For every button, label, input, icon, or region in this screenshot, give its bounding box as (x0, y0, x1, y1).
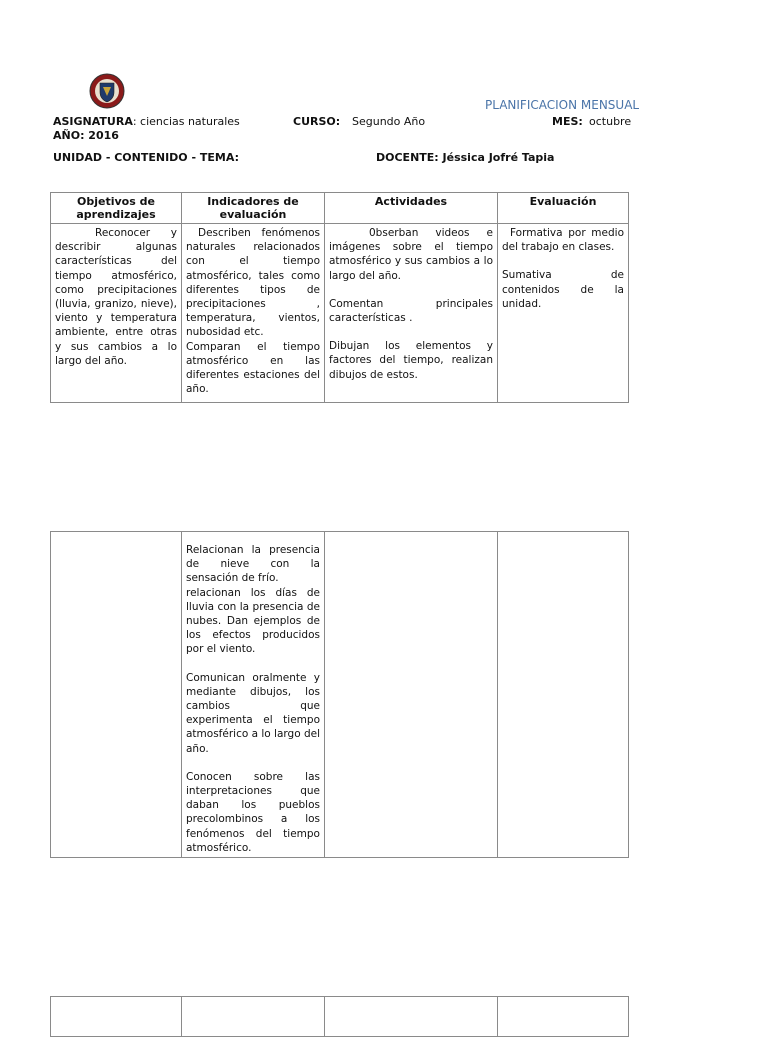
actividades-text: 0bserban videos e imágenes sobre el tiempo atmosférico y sus cambios a lo largo del año. (329, 227, 493, 282)
cell-indicadores (182, 224, 325, 403)
unidad-label: UNIDAD - CONTENIDO - TEMA: (53, 151, 239, 164)
objetivos-text: Reconocer y describir algunas características del tiempo atmosférico, como precipitaciones (lluvia, granizo, nieve), viento y temperatura ambiente, entre otras y sus cambios a lo largo del año. (55, 227, 177, 367)
indicadores-text: Comunican oralmente y mediante dibujos, los cambios que experimenta el tiempo atmosférico a lo largo del año. (186, 671, 321, 755)
planning-table-1 (50, 192, 629, 403)
planning-table-2 (50, 531, 629, 858)
table-header-row (51, 193, 629, 224)
indicadores-text: relacionan los días de lluvia con la presencia de nubes. Dan ejemplos de los efectos producidos por el viento. (186, 586, 320, 656)
cell-empty (325, 997, 498, 1037)
cell-empty (325, 532, 498, 858)
indicadores-text: Describen fenómenos naturales relacionados con el tiempo atmosférico, tales como diferentes tipos de precipitaciones , temperatura, vientos, nubosidad etc. (186, 227, 320, 339)
table-row (51, 997, 629, 1037)
plan-title: PLANIFICACION MENSUAL (485, 98, 640, 112)
indicadores-text: Comparan el tiempo atmosférico en las diferentes estaciones del año. (186, 340, 320, 396)
anio-label: AÑO: 2016 (53, 129, 119, 142)
actividades-text: Dibujan los elementos y factores del tiempo, realizan dibujos de estos. (329, 340, 493, 381)
asignatura-value: : ciencias naturales (132, 115, 240, 128)
header-indicadores: Indicadores de evaluación (182, 193, 325, 224)
header-evaluacion: Evaluación (498, 193, 629, 224)
cell-empty (51, 997, 182, 1037)
table-row (51, 532, 629, 858)
indicadores-text: Relacionan la presencia de nieve con la sensación de frío. (186, 544, 320, 585)
header-objetivos: Objetivos de aprendizajes (51, 193, 182, 224)
school-crest (89, 73, 125, 109)
cell-indicadores (182, 532, 325, 858)
table-row (51, 224, 629, 403)
evaluacion-text: Formativa por medio del trabajo en clases. (502, 227, 624, 254)
cell-evaluacion (498, 224, 629, 403)
docente-label: DOCENTE: Jéssica Jofré Tapia (376, 151, 555, 164)
cell-actividades (325, 224, 498, 403)
evaluacion-text: Sumativa de contenidos de la unidad. (502, 269, 624, 310)
cell-empty (498, 532, 629, 858)
cell-empty (498, 997, 629, 1037)
curso-label: CURSO: (293, 115, 341, 128)
mes-label: MES: (552, 115, 583, 128)
cell-objetivos (51, 224, 182, 403)
indicadores-text: Conocen sobre las interpretaciones que daban los pueblos precolombinos a los fenómenos del tiempo atmosférico. (186, 770, 320, 854)
asignatura-label: ASIGNATURA (53, 115, 133, 128)
header-actividades: Actividades (325, 193, 498, 224)
curso-value: Segundo Año (352, 115, 426, 128)
asignatura-line (53, 115, 240, 128)
actividades-text: Comentan principales características . (329, 297, 493, 325)
cell-empty (51, 532, 182, 858)
mes-value: octubre (589, 115, 632, 128)
cell-empty (182, 997, 325, 1037)
planning-table-3 (50, 996, 629, 1037)
